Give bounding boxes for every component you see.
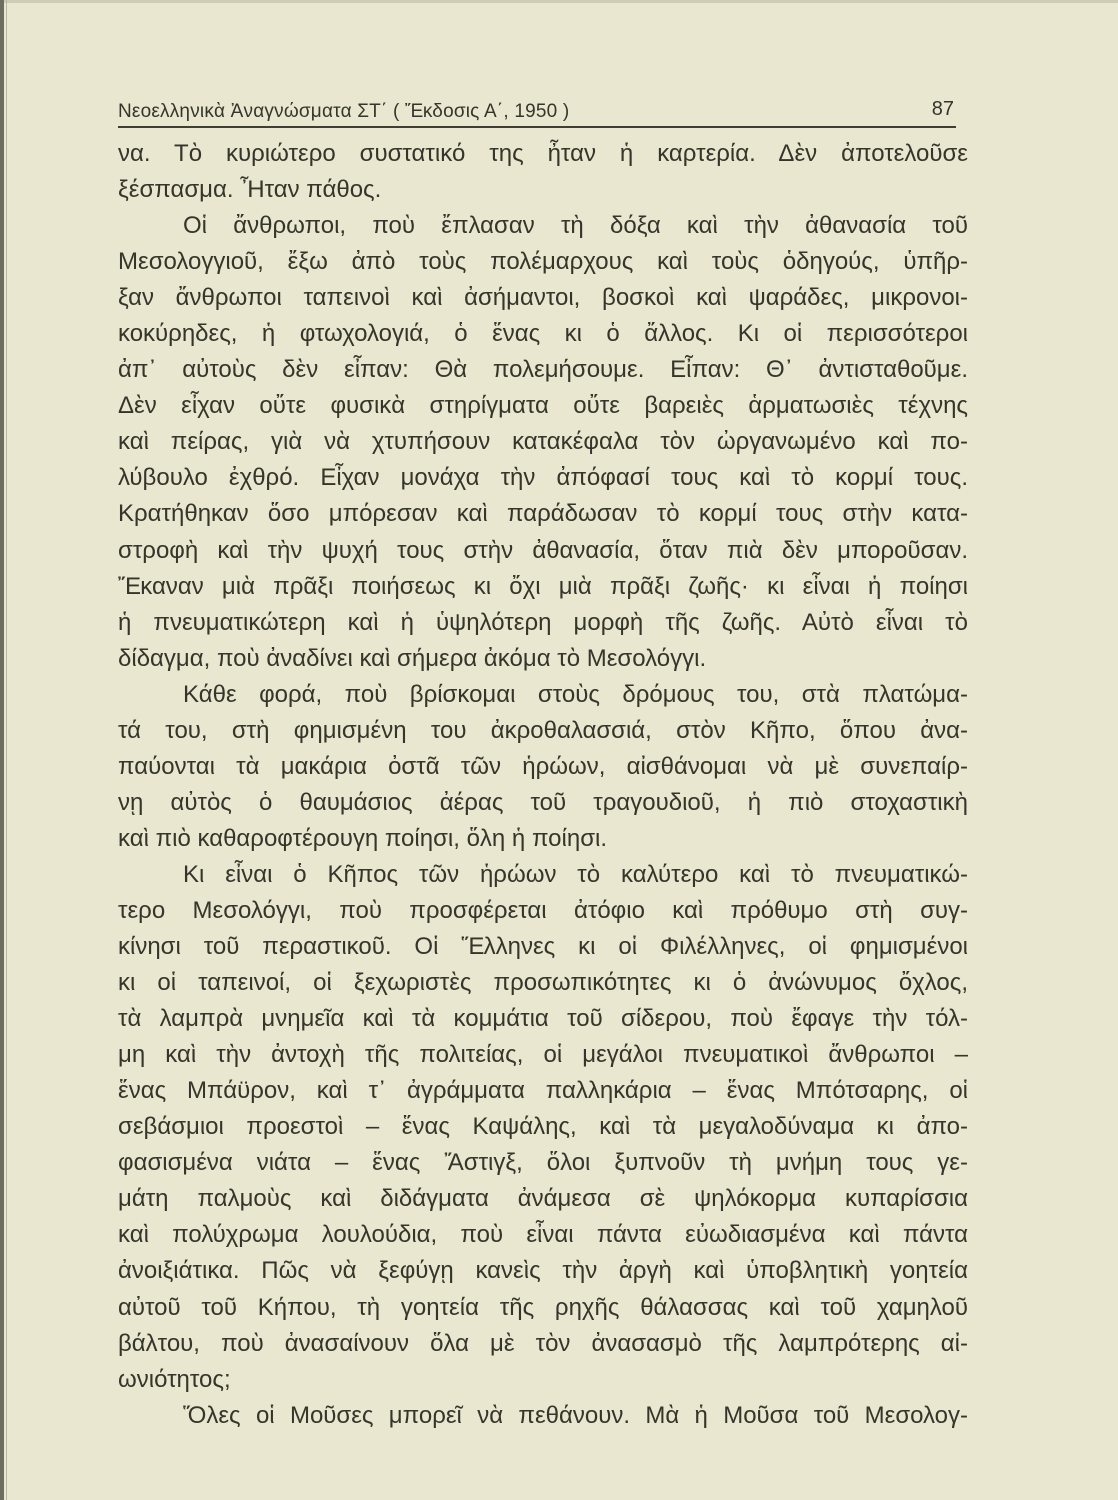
text-line: ἡ πνευματικώτερη καὶ ἡ ὑψηλότερη μορφὴ τῆς ζωῆς. Αὐτὸ εἶναι τὸ bbox=[118, 608, 968, 636]
text-line: τερο Μεσολόγγι, ποὺ προσφέρεται ἀτόφιο καὶ πρόθυμο στὴ συγ- bbox=[118, 896, 968, 924]
scan-top-edge bbox=[0, 0, 1118, 3]
text-line: καὶ πιὸ καθαροφτέρουγη ποίησι, ὅλη ἡ ποίησι. bbox=[118, 824, 607, 852]
text-line: κοκύρηδες, ἡ φτωχολογιά, ὁ ἕνας κι ὁ ἄλλος. Κι οἱ περισσότεροι bbox=[118, 320, 968, 348]
text-line: μάτη παλμοὺς καὶ διδάγματα ἀνάμεσα σὲ ψηλόκορμα κυπαρίσσια bbox=[118, 1185, 968, 1213]
text-line: Κι εἶναι ὁ Κῆπος τῶν ἡρώων τὸ καλύτερο καὶ τὸ πνευματικώ- bbox=[183, 860, 968, 888]
text-line: καὶ πείρας, γιὰ νὰ χτυπήσουν κατακέφαλα τὸν ὠργανωμένο καὶ πο- bbox=[118, 428, 968, 456]
text-line: Κάθε φορά, ποὺ βρίσκομαι στοὺς δρόμους του, στὰ πλατώμα- bbox=[183, 680, 968, 708]
text-line: ωνιότητος; bbox=[118, 1365, 231, 1393]
text-line: Ἔκαναν μιὰ πρᾶξι ποιήσεως κι ὄχι μιὰ πρᾶξι ζωῆς· κι εἶναι ἡ ποίησι bbox=[118, 572, 968, 600]
text-line: να. Τὸ κυριώτερο συστατικό της ἦταν ἡ καρτερία. Δὲν ἀποτελοῦσε bbox=[118, 140, 968, 167]
text-line: μη καὶ τὴν ἀντοχὴ τῆς πολιτείας, οἱ μεγάλοι πνευματικοὶ ἄνθρωποι – bbox=[118, 1041, 968, 1069]
text-line: φασισμένα νιάτα – ἕνας Ἄστιγξ, ὅλοι ξυπνοῦν τὴ μνήμη τους γε- bbox=[118, 1149, 968, 1177]
text-line: ἀπ᾽ αὐτοὺς δὲν εἶπαν: Θὰ πολεμήσουμε. Εἶπαν: Θ᾽ ἀντισταθοῦμε. bbox=[118, 356, 968, 384]
text-line: ἕνας Μπάϋρον, καὶ τ᾽ ἀγράμματα παλληκάρια – ἕνας Μπότσαρης, οἱ bbox=[118, 1077, 968, 1105]
text-line: ἀνοιξιάτικα. Πῶς νὰ ξεφύγῃ κανεὶς τὴν ἀργὴ καὶ ὑποβλητικὴ γοητεία bbox=[118, 1257, 968, 1285]
text-line: καὶ πολύχρωμα λουλούδια, ποὺ εἶναι πάντα εὐωδιασμένα καὶ πάντα bbox=[118, 1221, 968, 1249]
text-line: Ὅλες οἱ Μοῦσες μπορεῖ νὰ πεθάνουν. Μὰ ἡ Μοῦσα τοῦ Μεσολογ- bbox=[183, 1401, 968, 1429]
text-line: Κρατήθηκαν ὅσο μπόρεσαν καὶ παράδωσαν τὸ κορμί τους στὴν κατα- bbox=[118, 500, 968, 528]
page-number: 87 bbox=[931, 98, 954, 120]
page-left-edge-shadow bbox=[6, 0, 7, 1500]
text-line: τά του, στὴ φημισμένη του ἀκροθαλασσιά, στὸν Κῆπο, ὅπου ἀνα- bbox=[118, 716, 968, 744]
page-left-edge bbox=[0, 0, 4, 1500]
header-rule bbox=[118, 126, 956, 128]
text-line: νῃ αὐτὸς ὁ θαυμάσιος ἀέρας τοῦ τραγουδιοῦ, ἡ πιὸ στοχαστικὴ bbox=[118, 788, 968, 816]
text-line: αὐτοῦ τοῦ Κήπου, τὴ γοητεία τῆς ρηχῆς θάλασσας καὶ τοῦ χαμηλοῦ bbox=[118, 1293, 968, 1321]
running-title: Νεοελληνικὰ Ἀναγνώσματα ΣΤ΄ ( Ἔκδοσις Α΄, 1950 ) bbox=[118, 101, 570, 122]
text-line: παύονται τὰ μακάρια ὀστᾶ τῶν ἡρώων, αἰσθάνομαι νὰ μὲ συνεπαίρ- bbox=[118, 752, 968, 780]
text-line: κίνησι τοῦ περαστικοῦ. Οἱ Ἕλληνες κι οἱ Φιλέλληνες, οἱ φημισμένοι bbox=[118, 933, 968, 961]
text-line: Μεσολογγιοῦ, ἔξω ἀπὸ τοὺς πολέμαρχους καὶ τοὺς ὁδηγούς, ὑπῆρ- bbox=[118, 248, 968, 276]
text-line: Οἱ ἄνθρωποι, ποὺ ἔπλασαν τὴ δόξα καὶ τὴν ἀθανασία τοῦ bbox=[183, 212, 968, 240]
running-header bbox=[118, 98, 956, 126]
text-line: ξαν ἄνθρωποι ταπεινοὶ καὶ ἀσήμαντοι, βοσκοὶ καὶ ψαράδες, μικρονοι- bbox=[118, 284, 968, 312]
body-text bbox=[118, 136, 968, 1434]
text-line: βάλτου, ποὺ ἀνασαίνουν ὅλα μὲ τὸν ἀνασασμὸ τῆς λαμπρότερης αἰ- bbox=[118, 1329, 968, 1357]
text-line: δίδαγμα, ποὺ ἀναδίνει καὶ σήμερα ἀκόμα τὸ Μεσολόγγι. bbox=[118, 644, 707, 672]
text-line: κι οἱ ταπεινοί, οἱ ξεχωριστὲς προσωπικότητες κι ὁ ἀνώνυμος ὄχλος, bbox=[118, 969, 968, 997]
text-line: σεβάσμιοι προεστοὶ – ἕνας Καψάλης, καὶ τὰ μεγαλοδύναμα κι ἀπο- bbox=[118, 1113, 968, 1141]
text-line: τὰ λαμπρὰ μνημεῖα καὶ τὰ κομμάτια τοῦ σίδερου, ποὺ ἔφαγε τὴν τόλ- bbox=[118, 1005, 968, 1033]
text-line: Δὲν εἶχαν οὔτε φυσικὰ στηρίγματα οὔτε βαρειὲς ἁρματωσιὲς τέχνης bbox=[118, 392, 968, 420]
text-line: στροφὴ καὶ τὴν ψυχή τους στὴν ἀθανασία, ὅταν πιὰ δὲν μποροῦσαν. bbox=[118, 536, 968, 564]
text-line: ξέσπασμα. Ἦταν πάθος. bbox=[118, 176, 382, 204]
text-line: λύβουλο ἐχθρό. Εἶχαν μονάχα τὴν ἀπόφασί τους καὶ τὸ κορμί τους. bbox=[118, 464, 968, 492]
